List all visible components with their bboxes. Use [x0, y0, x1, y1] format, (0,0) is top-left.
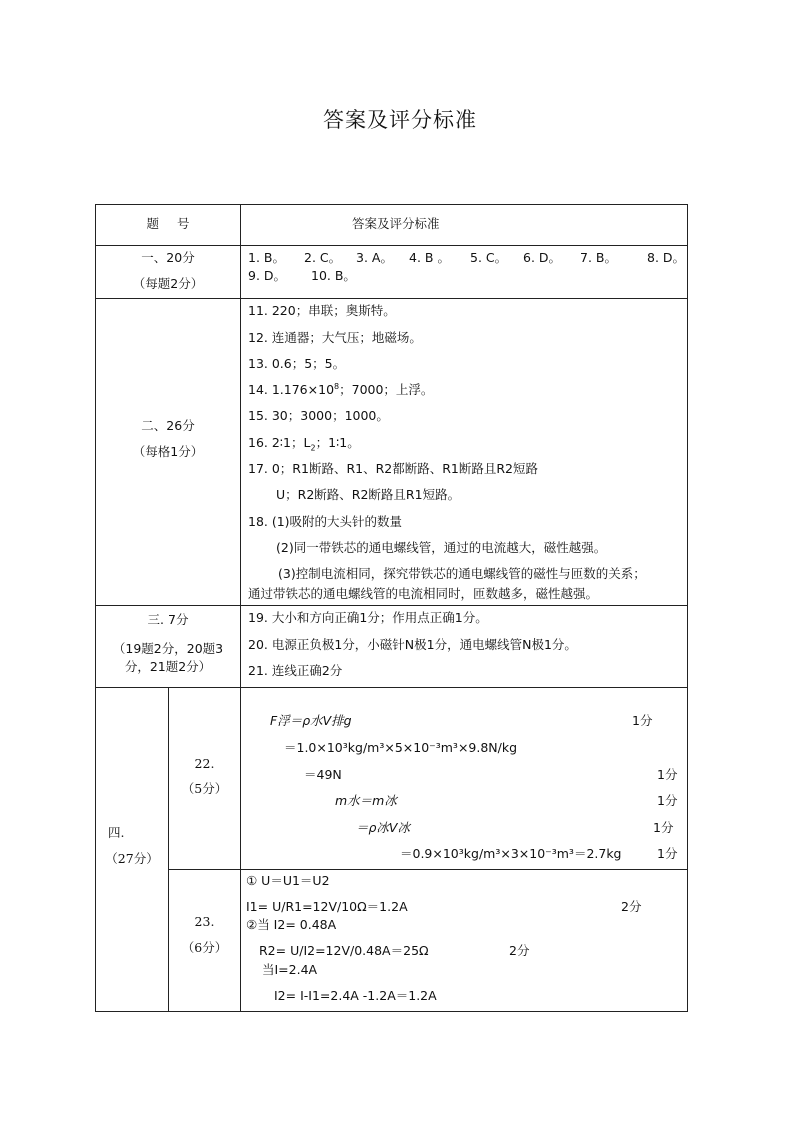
row-divider — [95, 605, 688, 606]
answer-14-part1: 14. 1.176×10 — [248, 382, 335, 397]
q23-line6: I2= I-I1=2.4A -1.2A＝1.2A — [274, 988, 437, 1003]
answer-14-exponent: 8 — [334, 381, 340, 391]
answer-5: 5. C。 — [470, 250, 508, 265]
q23-points: （6分） — [181, 940, 228, 955]
q23-line5: 当I=2.4A — [262, 962, 318, 977]
answer-6: 6. D。 — [523, 250, 562, 265]
q23-number: 23. — [194, 914, 215, 929]
answer-18-line4: 通过带铁芯的通电螺线管的电流相同时，匝数越多，磁性越强。 — [248, 586, 599, 601]
header-answer: 答案及评分标准 — [352, 216, 440, 231]
answer-16-part1: 16. 2∶1；L — [248, 435, 311, 450]
section2-label: 二、26分 — [141, 418, 195, 433]
q23-score: 2分 — [509, 943, 530, 958]
q22-score: 1分 — [657, 793, 678, 808]
q22-line5: ＝ρ冰V冰 — [356, 820, 410, 835]
answer-15: 15. 30；3000；1000。 — [248, 408, 389, 423]
answer-11: 11. 220；串联；奥斯特。 — [248, 303, 396, 318]
answer-20: 20. 电源正负极1分，小磁针N极1分，通电螺线管N极1分。 — [248, 637, 577, 652]
q23-line3: ②当 I2= 0.48A — [246, 917, 337, 932]
answer-19: 19. 大小和方向正确1分；作用点正确1分。 — [248, 610, 488, 625]
answer-3: 3. A。 — [356, 250, 393, 265]
section4-sub: （27分） — [105, 851, 159, 866]
answer-4: 4. B 。 — [409, 250, 450, 265]
answer-1: 1. B。 — [248, 250, 285, 265]
row-divider — [95, 687, 688, 688]
answer-21: 21. 连线正确2分 — [248, 663, 343, 678]
answer-16 — [248, 435, 360, 451]
q23-line1: ① U＝U1＝U2 — [246, 873, 330, 888]
answer-17-line1: 17. 0；R1断路、R1、R2都断路、R1断路且R2短路 — [248, 461, 538, 476]
col-divider — [168, 687, 169, 1012]
q22-line4: m水＝m冰 — [335, 793, 397, 808]
q22-score: 1分 — [657, 846, 678, 861]
answer-14 — [248, 382, 433, 398]
answer-2: 2. C。 — [304, 250, 342, 265]
q23-line2: I1= U/R1=12V/10Ω＝1.2A — [246, 899, 408, 914]
q22-points: （5分） — [181, 781, 228, 796]
q22-score: 1分 — [632, 713, 653, 728]
answer-17-line2: U；R2断路、R2断路且R1短路。 — [276, 487, 461, 502]
answer-13: 13. 0.6；5；5。 — [248, 356, 346, 371]
answer-16-part2: ；1∶1。 — [315, 435, 360, 450]
section4-label: 四. — [108, 825, 125, 840]
answer-18-line1: 18. (1)吸附的大头针的数量 — [248, 514, 403, 529]
row-divider — [95, 298, 688, 299]
answer-table — [95, 204, 688, 1012]
document-title: 答案及评分标准 — [323, 108, 477, 132]
answer-7: 7. B。 — [580, 250, 617, 265]
q23-score: 2分 — [621, 899, 642, 914]
section3-label: 三. 7分 — [147, 612, 189, 627]
q23-line4: R2= U/I2=12V/0.48A＝25Ω — [259, 943, 429, 958]
q22-line1: F浮＝ρ水V排g — [270, 713, 352, 728]
q22-line6: ＝0.9×10³kg/m³×3×10⁻³m³＝2.7kg — [400, 846, 622, 861]
answer-16-subscript: 2 — [310, 443, 316, 453]
q22-line3: ＝49N — [304, 767, 342, 782]
answer-9: 9. D。 — [248, 268, 287, 283]
answer-12: 12. 连通器；大气压；地磁场。 — [248, 330, 422, 345]
answer-14-part2: ；7000；上浮。 — [339, 382, 434, 397]
answer-18-line3: (3)控制电流相同，探究带铁芯的通电螺线管的磁性与匝数的关系； — [278, 566, 646, 581]
answer-8: 8. D。 — [647, 250, 686, 265]
q22-score: 1分 — [653, 820, 674, 835]
q22-score: 1分 — [657, 767, 678, 782]
q22-number: 22. — [194, 756, 215, 771]
section3-sub-line2: 分，21题2分） — [124, 659, 212, 674]
q22-line2: ＝1.0×10³kg/m³×5×10⁻³m³×9.8N/kg — [284, 740, 518, 755]
header-question-number: 题 号 — [146, 216, 190, 231]
section1-sub: （每题2分） — [132, 276, 204, 291]
section1-label: 一、20分 — [141, 250, 195, 265]
col-divider — [240, 204, 241, 1012]
answer-18-line2: (2)同一带铁芯的通电螺线管，通过的电流越大，磁性越强。 — [276, 540, 607, 555]
section3-sub-line1: （19题2分，20题3 — [112, 641, 224, 656]
row-divider — [95, 245, 688, 246]
section2-sub: （每格1分） — [132, 444, 204, 459]
row-divider — [168, 869, 688, 870]
answer-10: 10. B。 — [311, 268, 356, 283]
